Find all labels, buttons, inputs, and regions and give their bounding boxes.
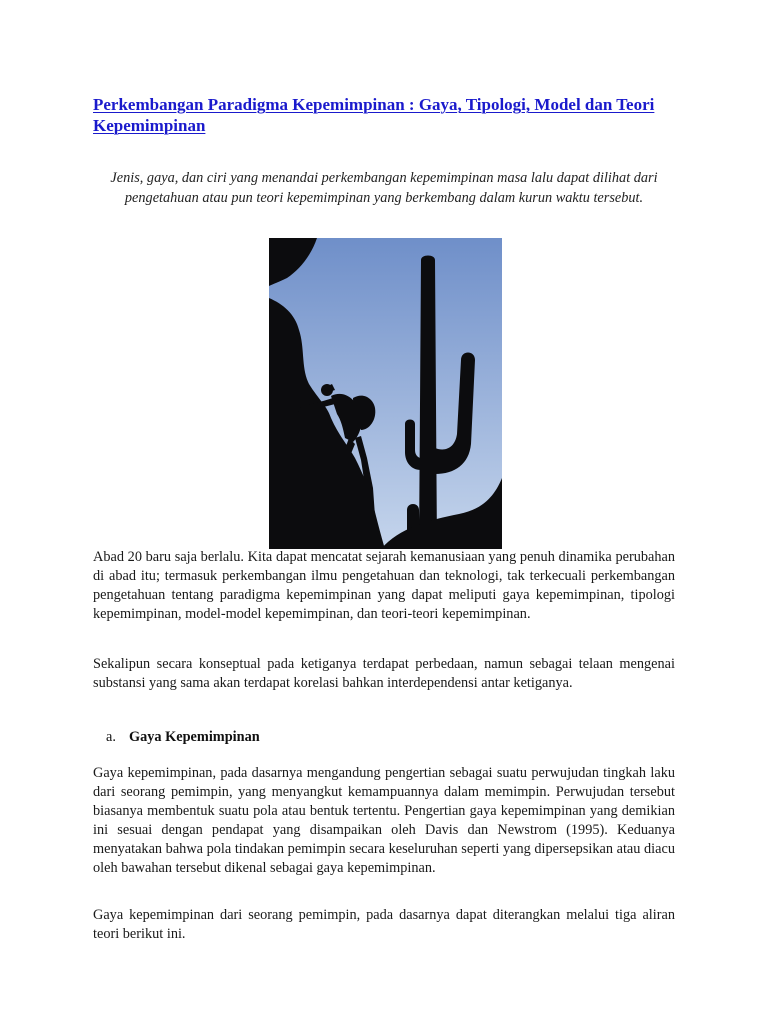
paragraph-abad-20: Abad 20 baru saja berlalu. Kita dapat mencatat sejarah kemanusiaan yang penuh dinamika perubahan di abad itu; termasuk perkembangan ilmu pengetahuan dan teknologi, tak terkecuali perkembangan pengetahuan tentang paradigma kepemimpinan yang dapat meliputi gaya kepemimpinan, tipologi kepemimpinan, model-model kepemimpinan, dan teori-teori kepemimpinan. — [93, 549, 675, 622]
paragraph-sekalipun: Sekalipun secara konseptual pada ketiganya terdapat perbedaan, namun sebagai telaan mengenai substansi yang sama akan terdapat korelasi bahkan interdependensi antar ketiganya. — [93, 656, 675, 691]
paragraph-gaya-definition: Gaya kepemimpinan, pada dasarnya mengandung pengertian sebagai suatu perwujudan tingkah laku dari seorang pemimpin, yang menyangkut kemampuannya dalam memimpin. Perwujudan tersebut biasanya membentuk suatu pola atau bentuk tertentu. Pengertian gaya kepemimpinan yang demikian ini sesuai dengan pendapat yang disampaikan oleh Davis dan Newstrom (1995). Keduanya menyatakan bahwa pola tindakan pemimpin secara keseluruhan seperti yang dipersepsikan atau diacu oleh bawahan tersebut dikenal sebagai gaya kepemimpinan. — [93, 765, 675, 876]
climber-cactus-photo — [269, 238, 502, 549]
section-heading-gaya-kepemimpinan — [106, 728, 260, 747]
cactus-trunk — [419, 256, 437, 550]
document-title-link[interactable]: Perkembangan Paradigma Kepemimpinan : Gaya, Tipologi, Model dan Teori Kepemimpinan — [93, 95, 655, 135]
list-marker: a. — [106, 729, 116, 745]
lead-paragraph: Jenis, gaya, dan ciri yang menandai perkembangan kepemimpinan masa lalu dapat dilihat dari pengetahuan atau pun teori kepemimpinan yang berkembang dalam kurun waktu tersebut. — [110, 170, 658, 206]
section-heading-text: Gaya Kepemimpinan — [129, 729, 260, 745]
paragraph-tiga-aliran: Gaya kepemimpinan dari seorang pemimpin, pada dasarnya dapat diterangkan melalui tiga aliran teori berikut ini. — [93, 907, 675, 942]
